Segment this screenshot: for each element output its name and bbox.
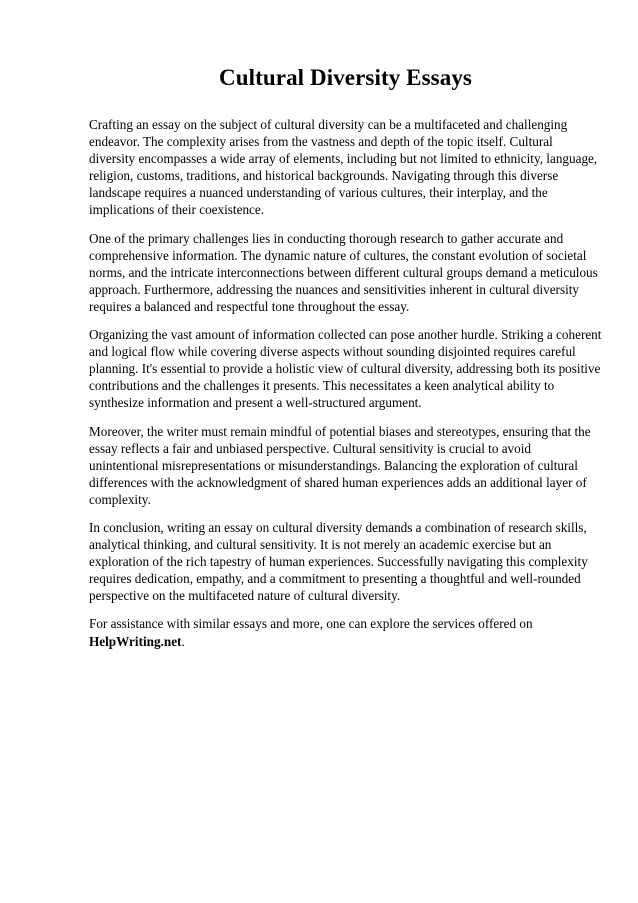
closing-text: For assistance with similar essays and more, one can explore the services offered on	[89, 616, 533, 632]
closing-paragraph	[89, 615, 602, 649]
paragraph-research: One of the primary challenges lies in conducting thorough research to gather accurate and comprehensive information. The dynamic nature of cultures, the constant evolution of societal norms, and the intricate interconnections between different cultural groups demand a meticulous approach. Furthermore, addressing the nuances and sensitivities inherent in cultural diversity requires a balanced and respectful tone throughout the essay.	[89, 230, 598, 314]
helpwriting-link[interactable]: HelpWriting.net	[89, 633, 182, 649]
paragraph-intro: Crafting an essay on the subject of cultural diversity can be a multifaceted and challenging endeavor. The complexity arises from the vastness and depth of the topic itself. Cultural diversity encompasses a wide array of elements, including but not limited to ethnicity, language, religion, customs, traditions, and historical backgrounds. Navigating through this diverse landscape requires a nuanced understanding of various cultures, their interplay, and the implications of their coexistence.	[89, 117, 598, 218]
paragraph-bias: Moreover, the writer must remain mindful of potential biases and stereotypes, ensuring that the essay reflects a fair and unbiased perspective. Cultural sensitivity is crucial to avoid unintentional misrepresentations or misunderstandings. Balancing the exploration of cultural differences with the acknowledgment of shared human experiences adds an additional layer of complexity.	[89, 423, 591, 507]
page-title: Cultural Diversity Essays	[219, 65, 472, 90]
paragraph-conclusion: In conclusion, writing an essay on cultural diversity demands a combination of research skills, analytical thinking, and cultural sensitivity. It is not merely an academic exercise but an exploration of the rich tapestry of human experiences. Successfully navigating this complexity requires dedication, empathy, and a commitment to presenting a thoughtful and well-rounded perspective on the multifaceted nature of cultural diversity.	[89, 519, 588, 604]
closing-period: .	[181, 633, 185, 649]
paragraph-organization: Organizing the vast amount of information collected can pose another hurdle. Striking a coherent and logical flow while covering diverse aspects without sounding disjointed requires careful planning. It's essential to provide a holistic view of cultural diversity, addressing both its positive contributions and the challenges it presents. This necessitates a keen analytical ability to synthesize information and present a well-structured argument.	[89, 327, 602, 411]
